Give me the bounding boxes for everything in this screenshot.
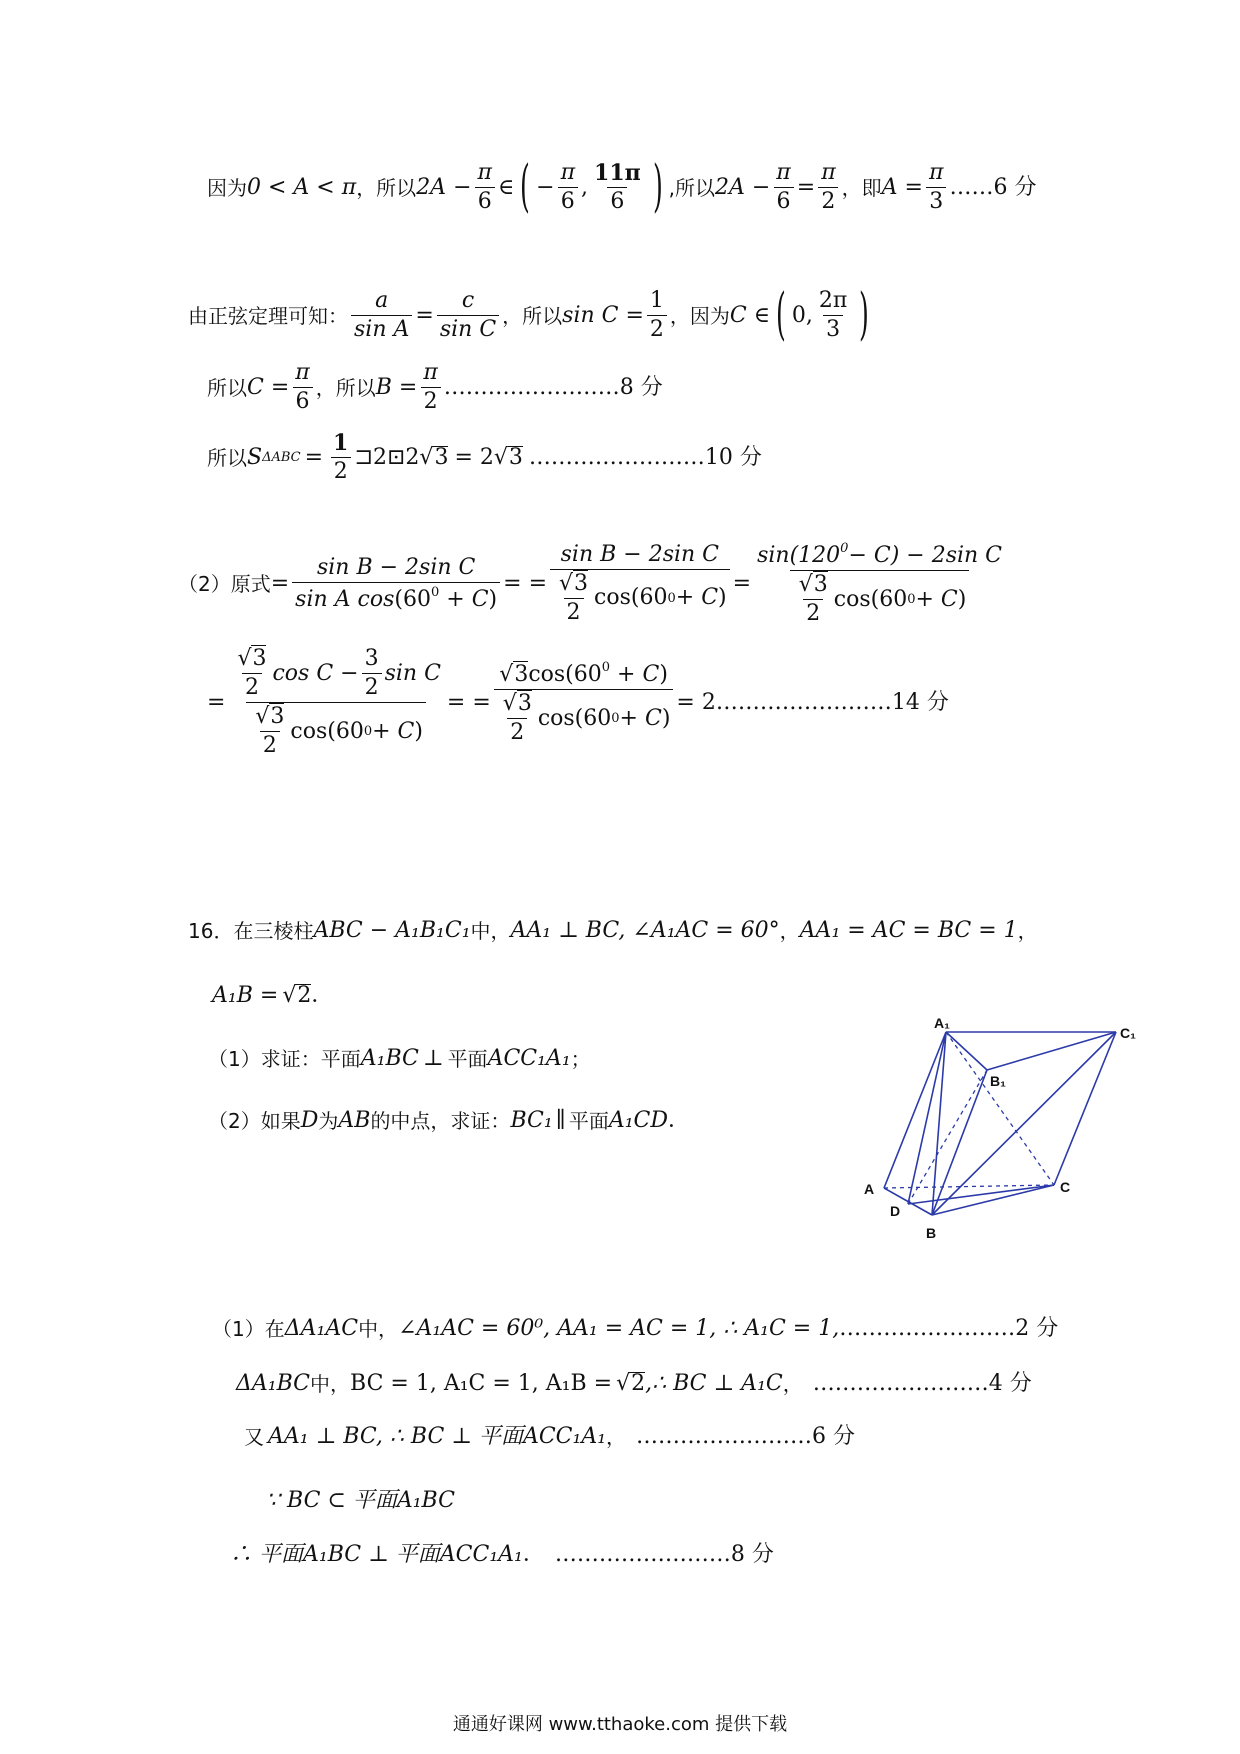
math: ∠A₁AC = 60⁰, AA₁ = AC = 1, ∴ A₁C = 1, — [398, 1316, 840, 1341]
denominator: 3 — [823, 315, 843, 341]
score-mark: ……………………2 分 — [839, 1316, 1059, 1341]
solution-step-4 — [266, 1490, 455, 1512]
radicand: 3 — [574, 570, 589, 596]
text: ， — [606, 1425, 627, 1449]
math: A₁BC — [360, 1046, 419, 1071]
numerator: 11π — [594, 160, 641, 186]
math: 60 — [879, 586, 908, 612]
score-mark: ……………………6 分 — [636, 1424, 856, 1449]
fraction — [550, 541, 730, 625]
text: 中， — [470, 919, 511, 943]
math: AA₁ ⊥ BC, ∴ BC ⊥ 平面ACC₁A₁ — [268, 1424, 607, 1449]
numerator: π — [821, 160, 836, 185]
radicand: 3 — [434, 445, 449, 470]
math: ,∴ BC ⊥ A₁C — [645, 1370, 783, 1396]
equals: = — [270, 570, 290, 596]
text: 中， — [310, 1371, 351, 1396]
denominator: 2 — [421, 387, 441, 413]
math: A = — [881, 174, 923, 200]
equals: = — [207, 689, 226, 715]
sqrt-sign: √ — [499, 662, 514, 687]
text: 16．在三棱柱 — [188, 919, 314, 943]
text: 中， — [358, 1317, 399, 1341]
denominator: $\frac{√3}{2}$ cos ( 60 0 + C ) — [494, 689, 674, 744]
math: cos — [594, 585, 631, 610]
text: 所以 — [207, 375, 247, 400]
text: ， — [779, 919, 800, 943]
score-mark: ……………………8 分 — [554, 1542, 774, 1567]
score-mark: ……………………4 分 — [812, 1370, 1032, 1396]
text: （1）求证：平面 — [208, 1047, 361, 1071]
solution-step-1 — [212, 1318, 1058, 1340]
sqrt-sign: √ — [282, 982, 297, 1008]
math: B = — [375, 374, 418, 400]
numerator — [556, 570, 591, 598]
label-C: C — [1060, 1179, 1071, 1195]
math: 60 — [403, 586, 431, 612]
text: （2）原式 — [178, 571, 271, 596]
math: sin(120 — [757, 543, 841, 568]
fraction — [437, 290, 499, 341]
equals: = — [732, 570, 752, 596]
text: ，所以 — [502, 303, 563, 328]
text: （2）如果 — [208, 1109, 301, 1133]
numerator — [500, 693, 535, 718]
math: 60 — [583, 705, 612, 731]
denominator: sin C — [437, 315, 499, 341]
radicand: 3 — [270, 704, 285, 729]
numerator: $√3\cos(60^0 + C)$ — [499, 660, 668, 687]
label-A: A — [864, 1181, 875, 1197]
fraction — [818, 162, 838, 213]
fraction — [591, 162, 644, 213]
math: ∈ — [497, 174, 515, 200]
math: ∥ — [555, 1108, 566, 1133]
radicand: 3 — [813, 572, 828, 597]
math: cos C − — [272, 660, 359, 686]
right-paren: ) — [652, 154, 663, 220]
numerator — [796, 574, 831, 599]
math: + C — [372, 718, 415, 744]
solution-line-area — [207, 432, 762, 483]
solution-step-5 — [230, 1544, 774, 1566]
math: D — [300, 1108, 319, 1133]
superscript: 0 — [907, 592, 916, 607]
denominator: 6 — [475, 187, 495, 213]
math: A₁B = — [212, 982, 279, 1008]
denominator: 2 — [362, 673, 382, 699]
fraction — [558, 162, 578, 213]
denominator: 2 — [331, 457, 351, 483]
label-B1: B₁ — [990, 1073, 1006, 1089]
fraction — [475, 162, 495, 213]
subscript: ΔABC — [262, 450, 301, 465]
denominator: 6 — [558, 187, 578, 213]
score-mark: ……6 分 — [949, 174, 1037, 200]
math: 0 < A < π — [247, 174, 357, 200]
math: AA₁ = AC = BC = 1 — [799, 918, 1018, 943]
sqrt-sign: √ — [237, 646, 252, 671]
text: 平面 — [568, 1109, 609, 1133]
fraction — [292, 362, 312, 413]
text: ，所以 — [356, 175, 417, 200]
solution-line-C-B — [207, 362, 663, 413]
fraction — [754, 542, 1005, 625]
math: + C — [617, 662, 660, 687]
denominator: 6 — [774, 187, 794, 213]
fraction — [362, 648, 382, 699]
math: = = — [446, 689, 491, 715]
math: cos — [537, 705, 575, 731]
superscript: 0 — [431, 584, 440, 600]
part2-line2 — [207, 648, 949, 757]
problem-16-statement — [188, 920, 1038, 942]
text: ． — [522, 1542, 545, 1567]
text: 又 — [244, 1425, 264, 1449]
denominator: $\frac{√3}{2}$ cos ( 60 0 + C ) — [790, 570, 970, 625]
math: 60 — [335, 718, 364, 744]
fraction — [228, 648, 443, 757]
superscript: 0 — [611, 711, 620, 726]
label-B: B — [926, 1225, 937, 1241]
numerator — [754, 542, 1005, 570]
math: + C — [619, 705, 662, 731]
question-2 — [208, 1110, 690, 1132]
equals: = — [304, 444, 324, 470]
text: ． — [311, 982, 334, 1008]
math: sin C = — [562, 302, 644, 328]
math: AB — [338, 1108, 371, 1133]
fraction — [926, 162, 946, 213]
sqrt-sign: √ — [255, 704, 270, 729]
part2-line1 — [178, 542, 1008, 625]
fraction — [816, 290, 850, 341]
sqrt-sign: √ — [798, 572, 813, 597]
equals: = — [796, 174, 816, 200]
radicand: 3 — [514, 662, 529, 687]
fraction — [494, 661, 674, 744]
text: （1）在 — [212, 1317, 285, 1341]
math: 60 — [573, 662, 602, 687]
math: cos — [833, 586, 871, 612]
denominator: 2 — [564, 598, 584, 624]
footer: 通通好课网 www.tthaoke.com 提供下载 — [452, 1714, 788, 1735]
math: = 2 — [454, 444, 494, 470]
fraction — [292, 554, 500, 612]
text: 为 — [318, 1109, 339, 1133]
fraction — [330, 432, 351, 483]
text: ． — [668, 1108, 691, 1133]
numerator: c — [461, 288, 475, 313]
label-A1: A₁ — [934, 1015, 950, 1031]
text: ，因为 — [669, 303, 730, 328]
numerator: π — [423, 360, 438, 385]
math: = = — [503, 570, 548, 596]
problem-16-condition — [212, 984, 333, 1007]
denominator: 2 — [803, 599, 823, 625]
solution-line-angle-A — [207, 154, 1037, 220]
right-paren: ) — [859, 282, 870, 348]
numerator: sin B − 2sin C — [316, 554, 476, 580]
numerator: π — [776, 160, 791, 185]
math: cos — [528, 662, 566, 687]
text: 由正弦定理可知： — [188, 303, 348, 328]
math: S — [247, 444, 263, 470]
text: ， — [1017, 919, 1038, 943]
numerator: 3 — [364, 646, 379, 671]
equals: = — [415, 302, 434, 328]
superscript: 0 — [363, 724, 373, 739]
math: ABC − A₁B₁C₁ — [313, 918, 471, 943]
numerator: π — [295, 360, 310, 385]
numerator: π — [928, 160, 944, 185]
numerator — [234, 648, 269, 673]
denominator: sin A $\cos(60^0 + C)$ — [292, 582, 500, 611]
numerator — [228, 648, 443, 702]
text: ； — [570, 1047, 591, 1071]
radicand: 3 — [508, 445, 523, 470]
numerator: 2π — [818, 288, 848, 313]
math: = 2 — [676, 689, 716, 715]
math: ∵ BC ⊂ 平面A₁BC — [266, 1488, 455, 1513]
fraction — [420, 362, 440, 413]
denominator: 6 — [293, 387, 313, 413]
solution-step-2 — [236, 1372, 1032, 1395]
fraction — [234, 648, 269, 699]
math: 0, — [791, 302, 813, 328]
denominator: 2 — [507, 718, 527, 744]
math: − — [536, 174, 555, 200]
math: − C) − 2sin C — [848, 543, 1003, 568]
math: ∴ 平面A₁BC ⊥ 平面ACC₁A₁ — [230, 1542, 523, 1567]
score-mark: ……………………14 分 — [715, 689, 949, 715]
math: C ∈ — [729, 302, 771, 328]
text: ,所以 — [668, 175, 715, 200]
math: BC = 1, A₁C = 1, A₁B = — [350, 1370, 613, 1396]
left-paren: ( — [776, 282, 786, 348]
denominator: 3 — [926, 187, 946, 213]
numerator: a — [375, 288, 389, 313]
prism-figure — [850, 1010, 1170, 1250]
denominator: 2 — [260, 731, 280, 757]
fraction — [252, 706, 287, 757]
math: ACC₁A₁ — [487, 1046, 571, 1071]
numerator: sin B − 2sin C — [560, 541, 720, 567]
sqrt-sign: √ — [616, 1370, 631, 1396]
sqrt-sign: √ — [419, 444, 434, 470]
sqrt-sign: √ — [493, 444, 508, 470]
denominator: 2 — [647, 315, 667, 341]
superscript: 0 — [840, 541, 849, 556]
numerator: π — [477, 160, 492, 185]
denominator: $\frac{√3}{2}$ cos ( 60 0 + C ) — [550, 569, 730, 624]
denominator: 2 — [818, 187, 838, 213]
numerator: 1 — [649, 288, 664, 313]
label-C1: C₁ — [1120, 1025, 1136, 1041]
math: AA₁ ⊥ BC, ∠A₁AC = 60° — [510, 918, 780, 943]
math: ⊐2⊡2 — [354, 444, 420, 470]
math: 2A − — [714, 174, 771, 200]
text: 因为 — [207, 175, 247, 200]
fraction — [500, 693, 535, 744]
score-mark: ……………………8 分 — [443, 374, 663, 400]
left-paren: ( — [520, 154, 531, 220]
math: cos — [290, 718, 328, 744]
text: ，所以 — [315, 375, 376, 400]
denominator: 2 — [242, 673, 262, 699]
math: BC₁ — [510, 1108, 553, 1133]
math: ΔA₁BC — [236, 1370, 311, 1396]
solution-line-sine-law — [188, 282, 875, 348]
label-D: D — [890, 1203, 901, 1219]
denominator: 6 — [607, 187, 627, 213]
math: ⊥ — [422, 1046, 444, 1071]
math: sin A cos — [295, 586, 395, 612]
superscript: 0 — [667, 590, 676, 606]
radicand: 2 — [297, 983, 312, 1008]
radicand: 3 — [517, 691, 532, 716]
denominator: sin A — [351, 315, 412, 341]
math: C = — [247, 374, 290, 400]
fraction — [773, 162, 793, 213]
math: ΔA₁AC — [284, 1316, 359, 1341]
math: sin C — [384, 660, 441, 686]
fraction — [647, 290, 667, 341]
math: + C — [915, 586, 958, 612]
score-mark: ……………………10 分 — [528, 444, 762, 470]
math: + C — [675, 585, 719, 610]
fraction — [556, 570, 591, 625]
superscript: 0 — [601, 660, 611, 675]
math: + C — [446, 586, 489, 612]
denominator: $\frac{√3}{2}$ cos ( 60 0 + C ) — [246, 702, 426, 757]
numerator — [252, 706, 287, 731]
text: 平面 — [447, 1047, 488, 1071]
text: ，即 — [841, 175, 882, 200]
sqrt-sign: √ — [502, 691, 517, 716]
solution-step-3 — [244, 1426, 855, 1448]
fraction — [351, 290, 412, 341]
radicand: 3 — [252, 646, 267, 671]
question-1 — [208, 1048, 591, 1070]
text: ， — [782, 1371, 803, 1396]
math: 2A − — [416, 174, 472, 200]
numerator: 1 — [333, 430, 349, 456]
comma: , — [581, 174, 589, 200]
radicand: 2 — [631, 1371, 646, 1396]
math: A₁CD — [608, 1108, 669, 1133]
text: 的中点，求证： — [370, 1109, 511, 1133]
fraction — [796, 574, 831, 625]
numerator: π — [560, 160, 576, 185]
text: 所以 — [207, 445, 247, 470]
sqrt-sign: √ — [559, 570, 574, 596]
math: 60 — [639, 585, 668, 610]
